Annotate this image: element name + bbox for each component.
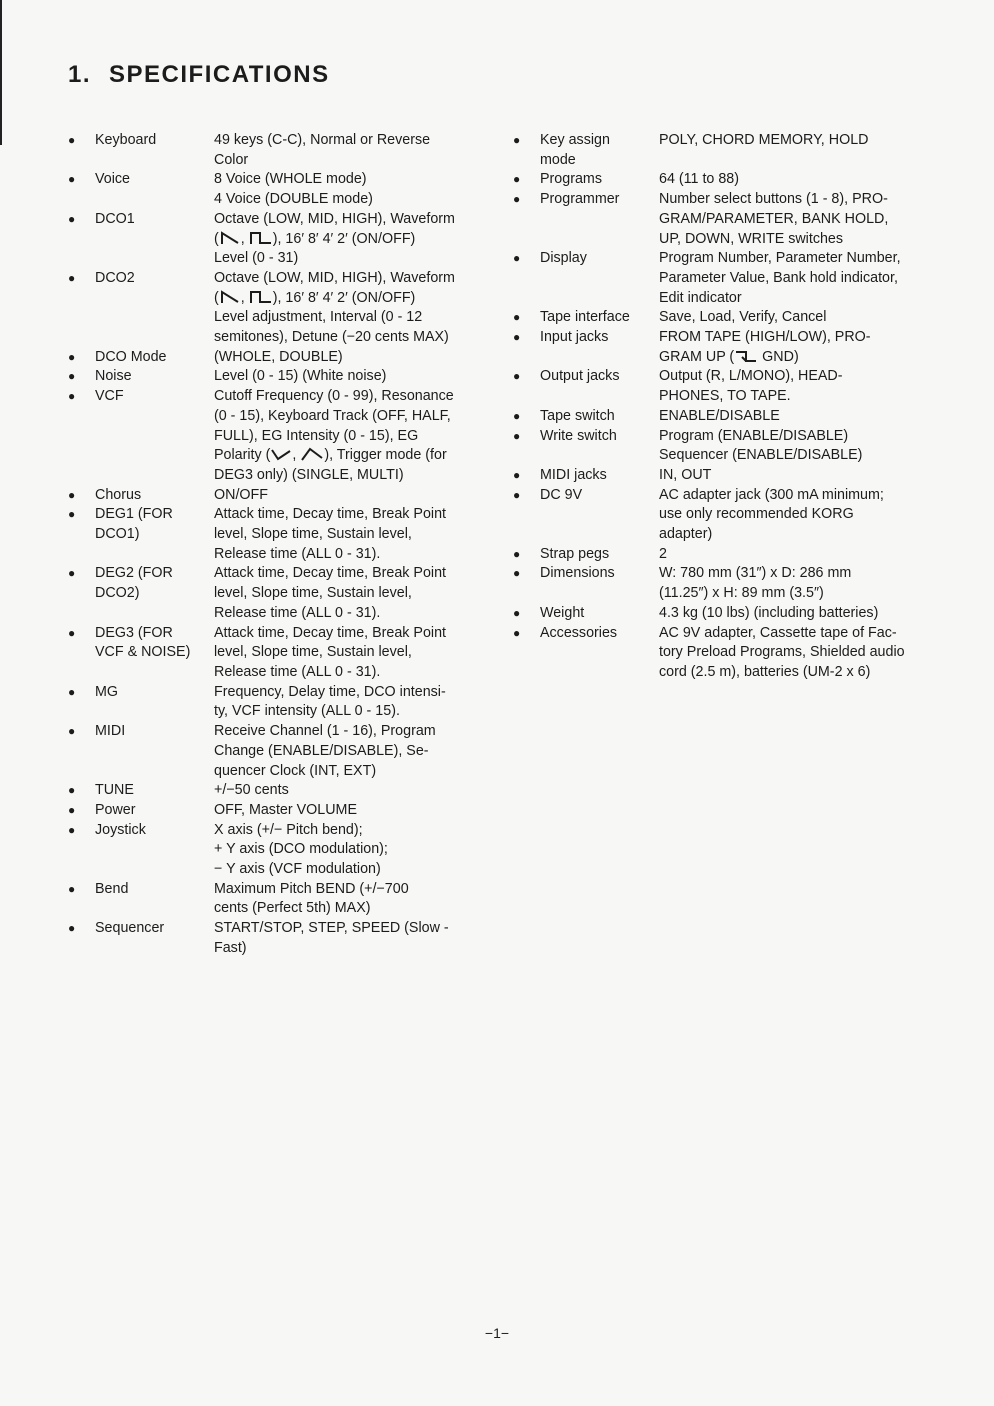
spec-label: Chorus <box>95 486 142 503</box>
spec-label: Dimensions <box>540 565 615 582</box>
eg-positive-icon <box>271 447 291 461</box>
spec-row <box>66 486 481 506</box>
spec-value: AC 9V adapter, Cassette tape of Fac- tory Preload Programs, Shielded audio cord (2.5 m), batteries (UM-2 x 6) <box>659 624 905 680</box>
spec-value <box>659 328 921 367</box>
spec-row <box>66 367 481 387</box>
spec-value: Attack time, Decay time, Break Point level, Slope time, Sustain level, Release time (ALL 0 - 31). <box>214 624 447 680</box>
spec-label: Tape interface <box>540 309 630 326</box>
spec-label: Input jacks <box>540 329 609 346</box>
bullet-icon: ● <box>68 133 76 147</box>
spec-label: DCO2 <box>95 269 135 286</box>
spec-label: MG <box>95 683 119 700</box>
bullet-icon: ● <box>513 566 521 581</box>
spec-row <box>66 801 481 821</box>
spec-row <box>511 190 921 249</box>
spec-label: DC 9V <box>540 486 583 503</box>
spec-row <box>66 919 481 958</box>
bullet-icon: ● <box>68 802 76 817</box>
spec-value: ON/OFF <box>214 486 269 503</box>
spec-row <box>66 564 481 623</box>
spec-row <box>66 387 481 486</box>
spec-row <box>66 131 481 170</box>
spec-row <box>66 170 481 209</box>
spec-row <box>66 821 481 880</box>
spec-value: 64 (11 to 88) <box>659 171 740 188</box>
bullet-icon: ● <box>68 349 76 364</box>
bullet-icon: ● <box>68 684 76 699</box>
spec-value: Maximum Pitch BEND (+/−700 cents (Perfect 5th) MAX) <box>214 880 409 917</box>
spec-value: Receive Channel (1 - 16), Program Change (ENABLE/DISABLE), Se- quencer Clock (INT, EXT) <box>214 723 436 779</box>
waveform-square-icon <box>250 290 272 304</box>
spec-value: 4.3 kg (10 lbs) (including batteries) <box>659 604 879 621</box>
spec-row <box>511 545 921 565</box>
spec-label: Weight <box>540 604 585 621</box>
page-number: −1− <box>484 1325 510 1341</box>
bullet-icon: ● <box>68 625 76 640</box>
spec-label: MIDI <box>95 723 126 740</box>
spec-row <box>66 505 481 564</box>
spec-value-part: Cutoff Frequency (0 - 99), Resonance (0 - 15), Keyboard Track (OFF, HALF, FULL), EG Intensity (0 - 15), EG Polarity ( <box>214 388 454 464</box>
bullet-icon: ● <box>68 822 76 837</box>
spec-label: Programmer <box>540 191 620 208</box>
spec-value: ENABLE/DISABLE <box>659 407 780 424</box>
spec-row <box>66 210 481 269</box>
spec-label: Output jacks <box>540 368 620 385</box>
spec-value: Attack time, Decay time, Break Point level, Slope time, Sustain level, Release time (ALL 0 - 31). <box>214 506 447 562</box>
bullet-icon: ● <box>513 487 521 502</box>
bullet-icon: ● <box>68 172 76 187</box>
spec-row <box>66 624 481 683</box>
spec-value: OFF, Master VOLUME <box>214 801 357 818</box>
spec-label: Accessories <box>540 624 618 641</box>
spec-value-part: ), 16′ 8′ 4′ 2′ (ON/OFF) Level adjustment, Interval (0 - 12 semitones), Detune (−20 cents MAX) <box>214 289 449 346</box>
specs-right-column <box>511 131 921 683</box>
waveform-glyphs: , <box>219 231 273 247</box>
waveform-glyphs: , <box>219 290 273 306</box>
eg-negative-icon <box>301 447 323 461</box>
spec-value-part: FROM TAPE (HIGH/LOW), PRO- GRAM UP ( <box>659 329 871 365</box>
spec-label: Strap pegs <box>540 545 610 562</box>
bullet-icon: ● <box>68 881 76 896</box>
bullet-icon: ● <box>513 133 521 147</box>
spec-label: DEG3 (FOR VCF & NOISE) <box>95 624 191 661</box>
bullet-icon: ● <box>513 428 521 443</box>
spec-label: Key assign mode <box>540 132 610 168</box>
spec-value: X axis (+/− Pitch bend); + Y axis (DCO modulation); − Y axis (VCF modulation) <box>214 821 388 878</box>
spec-row <box>511 308 921 328</box>
spec-label: VCF <box>95 388 124 405</box>
spec-label: Sequencer <box>95 920 165 937</box>
spec-row <box>511 131 921 170</box>
bullet-icon: ● <box>513 330 521 345</box>
spec-value: Output (R, L/MONO), HEAD- PHONES, TO TAPE. <box>659 368 843 405</box>
spec-row <box>66 722 481 781</box>
page-title <box>68 58 330 92</box>
spec-value: POLY, CHORD MEMORY, HOLD <box>659 132 869 148</box>
spec-value: +/−50 cents <box>214 782 289 799</box>
bullet-icon: ● <box>513 369 521 384</box>
spec-label: Programs <box>540 171 602 188</box>
spec-value: W: 780 mm (31″) x D: 286 mm (11.25″) x H: 89 mm (3.5″) <box>659 565 852 602</box>
spec-row <box>66 683 481 722</box>
spec-row <box>511 328 921 367</box>
page-edge-line <box>0 0 2 145</box>
bullet-icon: ● <box>68 507 76 522</box>
bullet-icon: ● <box>68 724 76 739</box>
spec-value: IN, OUT <box>659 466 712 483</box>
bullet-icon: ● <box>68 211 76 226</box>
spec-value: Attack time, Decay time, Break Point level, Slope time, Sustain level, Release time (ALL 0 - 31). <box>214 565 447 621</box>
spec-label: Voice <box>95 171 130 188</box>
spec-value-part: Octave (LOW, MID, HIGH), Waveform ( <box>214 269 455 306</box>
section-title-text: SPECIFICATIONS <box>109 61 330 88</box>
spec-value: Program Number, Parameter Number, Parameter Value, Bank hold indicator, Edit indicator <box>659 250 901 306</box>
spec-label: Noise <box>95 368 132 385</box>
spec-value: 49 keys (C-C), Normal or Reverse Color <box>214 132 431 168</box>
bullet-icon: ● <box>68 487 76 502</box>
spec-value <box>214 269 481 348</box>
spec-label: MIDI jacks <box>540 466 607 483</box>
spec-label: Bend <box>95 880 129 897</box>
bullet-icon: ● <box>68 389 76 404</box>
spec-label: Power <box>95 801 136 818</box>
spec-value-part: ), Trigger mode (for DEG3 only) (SINGLE, MULTI) <box>214 447 447 483</box>
bullet-icon: ● <box>513 172 521 187</box>
spec-row <box>66 781 481 801</box>
bullet-icon: ● <box>513 467 521 482</box>
spec-label: Keyboard <box>95 132 157 148</box>
spec-value <box>214 210 481 269</box>
spec-value: Frequency, Delay time, DCO intensi- ty, VCF intensity (ALL 0 - 15). <box>214 683 446 720</box>
section-number: 1. <box>68 61 92 88</box>
spec-value: (WHOLE, DOUBLE) <box>214 348 343 365</box>
spec-label: DCO Mode <box>95 348 167 365</box>
bullet-icon: ● <box>68 566 76 581</box>
bullet-icon: ● <box>513 605 521 620</box>
spec-row <box>66 269 481 348</box>
switch-to-ground-icon <box>735 349 757 363</box>
spec-row <box>511 249 921 308</box>
spec-label: Write switch <box>540 427 617 444</box>
spec-label: TUNE <box>95 782 134 799</box>
specs-left-column <box>66 131 481 959</box>
waveform-glyphs: , <box>270 447 324 463</box>
spec-label: DCO1 <box>95 210 135 227</box>
bullet-icon: ● <box>513 408 521 423</box>
spec-value-part: GND) <box>758 348 799 365</box>
spec-value: 2 <box>659 545 667 562</box>
waveform-saw-icon <box>220 290 240 304</box>
bullet-icon: ● <box>68 921 76 936</box>
spec-row <box>511 427 921 466</box>
spec-row <box>511 170 921 190</box>
spec-row <box>66 880 481 919</box>
spec-row <box>511 486 921 545</box>
spec-label: Joystick <box>95 821 146 838</box>
spec-value: Program (ENABLE/DISABLE) Sequencer (ENABLE/DISABLE) <box>659 427 863 464</box>
spec-value-part: ), 16′ 8′ 4′ 2′ (ON/OFF) Level (0 - 31) <box>214 230 416 267</box>
spec-value: Number select buttons (1 - 8), PRO- GRAM/PARAMETER, BANK HOLD, UP, DOWN, WRITE switches <box>659 191 889 247</box>
spec-value: Level (0 - 15) (White noise) <box>214 368 387 385</box>
spec-row <box>511 466 921 486</box>
spec-label: Tape switch <box>540 407 615 424</box>
bullet-icon: ● <box>68 270 76 285</box>
spec-row <box>511 564 921 603</box>
spec-row <box>511 407 921 427</box>
bullet-icon: ● <box>513 310 521 325</box>
waveform-saw-icon <box>220 231 240 245</box>
spec-value: 8 Voice (WHOLE mode) 4 Voice (DOUBLE mode) <box>214 171 373 208</box>
spec-row <box>511 604 921 624</box>
bullet-icon: ● <box>513 625 521 640</box>
spec-row <box>66 348 481 368</box>
bullet-icon: ● <box>68 783 76 798</box>
bullet-icon: ● <box>513 251 521 266</box>
waveform-glyphs <box>734 349 758 365</box>
spec-row <box>511 367 921 406</box>
spec-value: START/STOP, STEP, SPEED (Slow - Fast) <box>214 920 449 956</box>
spec-value-part: Octave (LOW, MID, HIGH), Waveform ( <box>214 210 455 247</box>
bullet-icon: ● <box>513 546 521 561</box>
spec-label: DEG1 (FOR DCO1) <box>95 506 173 543</box>
spec-value: Save, Load, Verify, Cancel <box>659 309 827 326</box>
spec-value <box>214 387 481 486</box>
spec-value: AC adapter jack (300 mA minimum; use only recommended KORG adapter) <box>659 486 884 543</box>
spec-label: Display <box>540 250 587 267</box>
bullet-icon: ● <box>68 369 76 384</box>
spec-label: DEG2 (FOR DCO2) <box>95 565 173 602</box>
waveform-square-icon <box>250 231 272 245</box>
bullet-icon: ● <box>513 192 521 207</box>
spec-row <box>511 624 921 683</box>
